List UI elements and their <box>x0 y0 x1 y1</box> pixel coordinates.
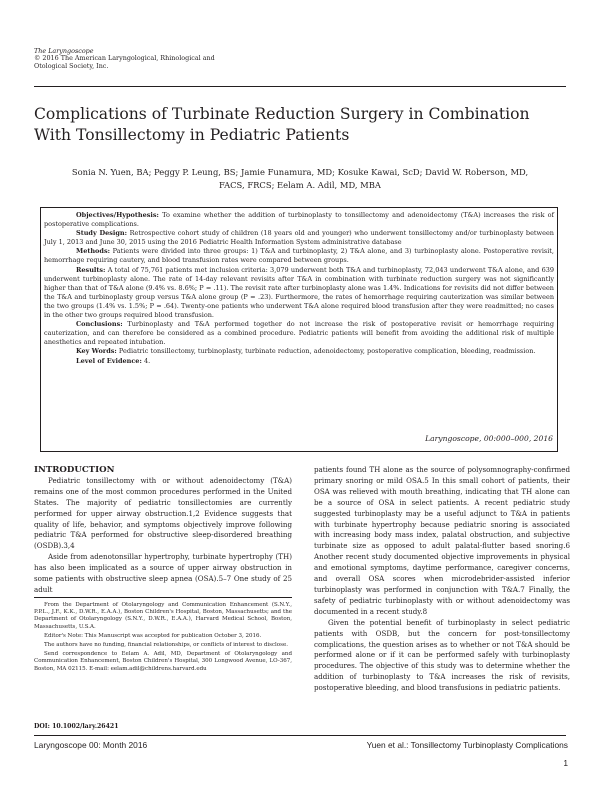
body-right-column <box>314 465 570 694</box>
footnote-funding: The authors have no funding, financial relationships, or conflicts of interest to disclose. <box>44 642 288 649</box>
conclusions-label: Conclusions: <box>76 320 123 329</box>
journal-name: The Laryngoscope <box>34 47 94 55</box>
design-text: Retrospective cohort study of children (18 years old and younger) who underwent tonsillectomy and/or turbinoplasty between July 1, 2013 and June 30, 2015 using the 2016 Pediatric Health Information System administrative database <box>44 229 554 247</box>
paragraph: Given the potential benefit of turbinoplasty in select pediatric patients with OSDB, but the concern for post-tonsillectomy complications, the question arises as to whether or not T&A should be performed alone or if it can be performed safely with turbinoplasty procedures. The objective of this study was to determine whether the addition of turbinoplasty to T&A increases the risk of revisits, postoperative bleeding, and blood transfusions in pediatric patients. <box>314 617 570 693</box>
doi: DOI: 10.1002/lary.26421 <box>34 723 119 730</box>
results-text: A total of 75,761 patients met inclusion criteria: 3,079 underwent both T&A and turbinoplasty, 72,043 underwent T&A alone, and 639 underwent turbinoplasty alone. The rate of 14-day relevant revisits after T&A in combination with turbinate reduction surgery was not significantly higher than that of T&A alone (9.4% vs. 8.6%; P = .11). The revisit rate after turbinoplasty alone was 1.4%. Indications for revisits did not differ between the T&A and turbinoplasty group versus T&A alone group (P = .23). Furthermore, the rates of hemorrhage requiring cauterization was similar between the two groups (1.4% vs. 1.5%; P = .64). Twenty-one patients who underwent T&A alone required blood transfusion after they were readmitted; no cases in the other two groups required blood transfusion. <box>44 265 554 320</box>
footnote-affiliation: From the Department of Otolaryngology and Communication Enhancement (S.N.Y., P.P.L., J.F., K.K., D.W.R., E.A.A.), Boston Children's Hospital, Boston, Massachusetts; and the Department of Otolaryngology (S.N.Y., D.W.R., E.A.A.), Harvard Medical School, Boston, Massachusetts, U.S.A. <box>34 602 292 630</box>
paragraph: Pediatric tonsillectomy with or without adenoidectomy (T&A) remains one of the most common procedures performed in the United States. The majority of pediatric tonsillectomies are currently performed for upper airway obstruction.1,2 Evidence suggests that quality of life, behavior, and symptoms objectively improve following pediatric T&A performed for obstructive sleep-disordered breathing (OSDB).3,4 <box>34 475 292 551</box>
objectives-text: To examine whether the addition of turbinoplasty to tonsillectomy and adenoidectomy (T&A) increases the risk of postoperative complications. <box>44 211 554 229</box>
journal-citation: Laryngoscope, 00:000–000, 2016 <box>425 434 553 443</box>
footer-journal-issue: Laryngoscope 00: Month 2016 <box>34 740 148 750</box>
introduction-heading: INTRODUCTION <box>34 465 115 475</box>
keywords-text: Pediatric tonsillectomy, turbinoplasty, turbinate reduction, adenoidectomy, postoperative complication, bleeding, readmission. <box>118 347 536 356</box>
keywords-label: Key Words: <box>76 347 117 356</box>
level-text: 4. <box>143 356 151 365</box>
footnote-editor-note: Editor's Note: This Manuscript was accepted for publication October 3, 2016. <box>44 632 262 639</box>
abstract-design <box>44 229 554 247</box>
header-rule <box>34 86 566 87</box>
footer-rule <box>34 735 566 736</box>
abstract-level <box>44 357 554 366</box>
design-label: Study Design: <box>76 229 128 238</box>
abstract-methods <box>44 247 554 265</box>
footer-running-title: Yuen et al.: Tonsillectomy Turbinoplasty Complications <box>366 740 568 750</box>
author-list: Sonia N. Yuen, BA; Peggy P. Leung, BS; Jamie Funamura, MD; Kosuke Kawai, ScD; David W. Roberson, MD, FACS, FRCS; Eelam A. Adil, MD, MBA <box>71 167 529 190</box>
abstract-results <box>44 266 554 321</box>
page-number: 1 <box>563 758 568 768</box>
footnote-rule <box>34 597 292 598</box>
article-title: Complications of Turbinate Reduction Surgery in Combination With Tonsillectomy in Pediatric Patients <box>34 105 530 144</box>
abstract-conclusions <box>44 320 554 347</box>
abstract-objectives <box>44 211 554 229</box>
methods-text: Patients were divided into three groups: 1) T&A and turbinoplasty, 2) T&A alone, and 3) turbinoplasty alone. Postoperative revisit, hemorrhage requiring cautery, and blood transfusion rates were compared between groups. <box>44 247 554 265</box>
copyright-notice: © 2016 The American Laryngological, Rhinological and Otological Society, Inc. <box>34 54 215 70</box>
paragraph: patients found TH alone as the source of polysomnography-confirmed primary snoring or mild OSA.5 In this small cohort of patients, their OSA was relieved with mouth breathing, indicating that TH alone can be a source of OSA in select patients. A recent pediatric study suggested turbinoplasty may be a useful adjunct to T&A in patients with turbinate hypertrophy because pediatric snoring is associated with increasing body mass index, palatal obstruction, and subjective turbinate size as opposed to adult palatal-flutter based snoring.6 Another recent study documented objective improvements in physical and emotional symptoms, daytime performance, caregiver concerns, and overall OSA scores when microdebrider-assisted inferior turbinoplasty was performed in conjunction with T&A.7 Finally, the safety of pediatric turbinoplasty with or without adenoidectomy was documented in a recent study.8 <box>314 465 570 616</box>
level-label: Level of Evidence: <box>76 356 142 365</box>
footnotes <box>34 602 292 675</box>
footnote-correspondence: Send correspondence to Eelam A. Adil, MD, Department of Otolaryngology and Communication Enhancement, Boston Children's Hospital, 300 Longwood Avenue, LO-367, Boston, MA 02115. E-mail: eelam.adil@childrens.harvard.edu <box>34 651 292 672</box>
abstract-text <box>44 211 554 366</box>
abstract-keywords <box>44 347 554 356</box>
methods-label: Methods: <box>76 247 110 256</box>
objectives-label: Objectives/Hypothesis: <box>76 211 159 219</box>
body-left-column <box>34 465 292 596</box>
paragraph: Aside from adenotonsillar hypertrophy, turbinate hypertrophy (TH) has also been implicated as a source of upper airway obstruction in some patients with obstructive sleep apnea (OSA).5–7 One study of 25 adult <box>34 552 292 594</box>
conclusions-text: Turbinoplasty and T&A performed together do not increase the risk of postoperative revisit or hemorrhage requiring cauterization, and can therefore be considered as a combined procedure. Pediatric patients will benefit from avoiding the additional risk of multiple anesthetics and repeated intubation. <box>44 320 554 347</box>
results-label: Results: <box>76 265 106 274</box>
